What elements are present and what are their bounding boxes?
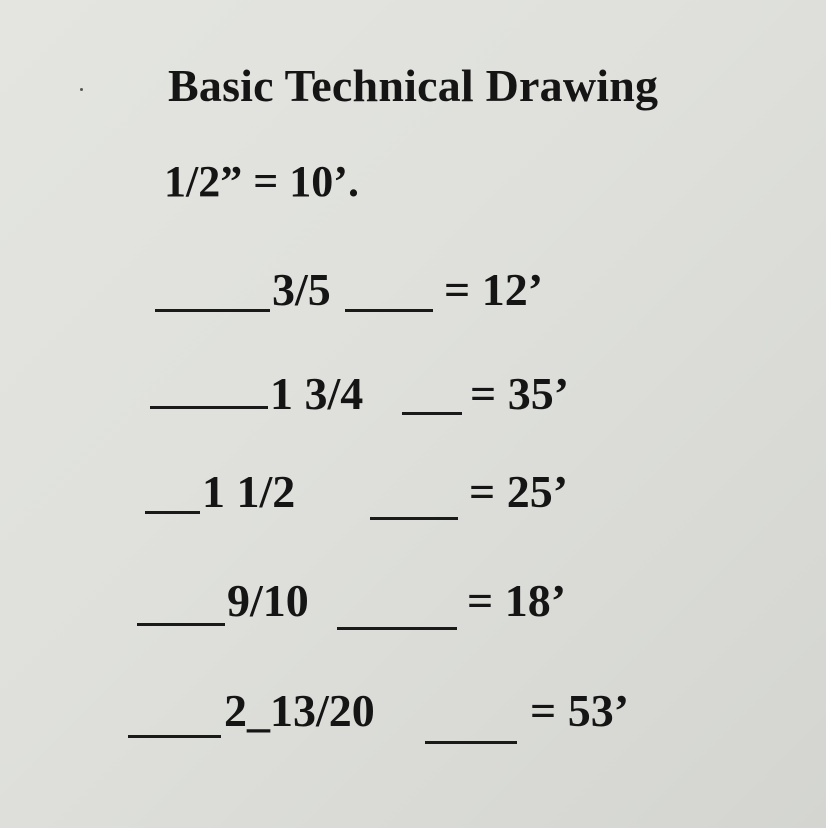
answer-value: 9/10 (227, 575, 309, 626)
problem-row (0, 573, 826, 633)
answer-blank-left (150, 406, 268, 409)
answer-blank-right (337, 627, 457, 630)
answer-blank-right (345, 309, 433, 312)
scale-length: = 25’ (469, 466, 569, 517)
problem-row (0, 464, 826, 524)
answer-blank-left (155, 309, 270, 312)
answer-blank-right (402, 412, 462, 415)
scale-length: = 53’ (530, 685, 630, 736)
answer-value: 1 1/2 (202, 466, 296, 517)
answer-value: 2_13/20 (224, 685, 375, 736)
scale-length: = 18’ (467, 575, 567, 626)
answer-blank-right (370, 517, 458, 520)
problem-row (0, 683, 826, 743)
answer-value: 3/5 (272, 264, 331, 315)
answer-value: 1 3/4 (270, 368, 364, 419)
scale-length: = 12’ (444, 264, 544, 315)
answer-blank-left (137, 623, 225, 626)
problem-row (0, 366, 826, 426)
worksheet-title: Basic Technical Drawing (168, 60, 659, 111)
answer-blank-left (128, 735, 221, 738)
scale-statement: 1/2” = 10’. (164, 157, 359, 206)
stray-mark (80, 88, 83, 91)
problem-row (0, 262, 826, 322)
scale-length: = 35’ (470, 368, 570, 419)
answer-blank-left (145, 511, 200, 514)
answer-blank-right (425, 741, 517, 744)
